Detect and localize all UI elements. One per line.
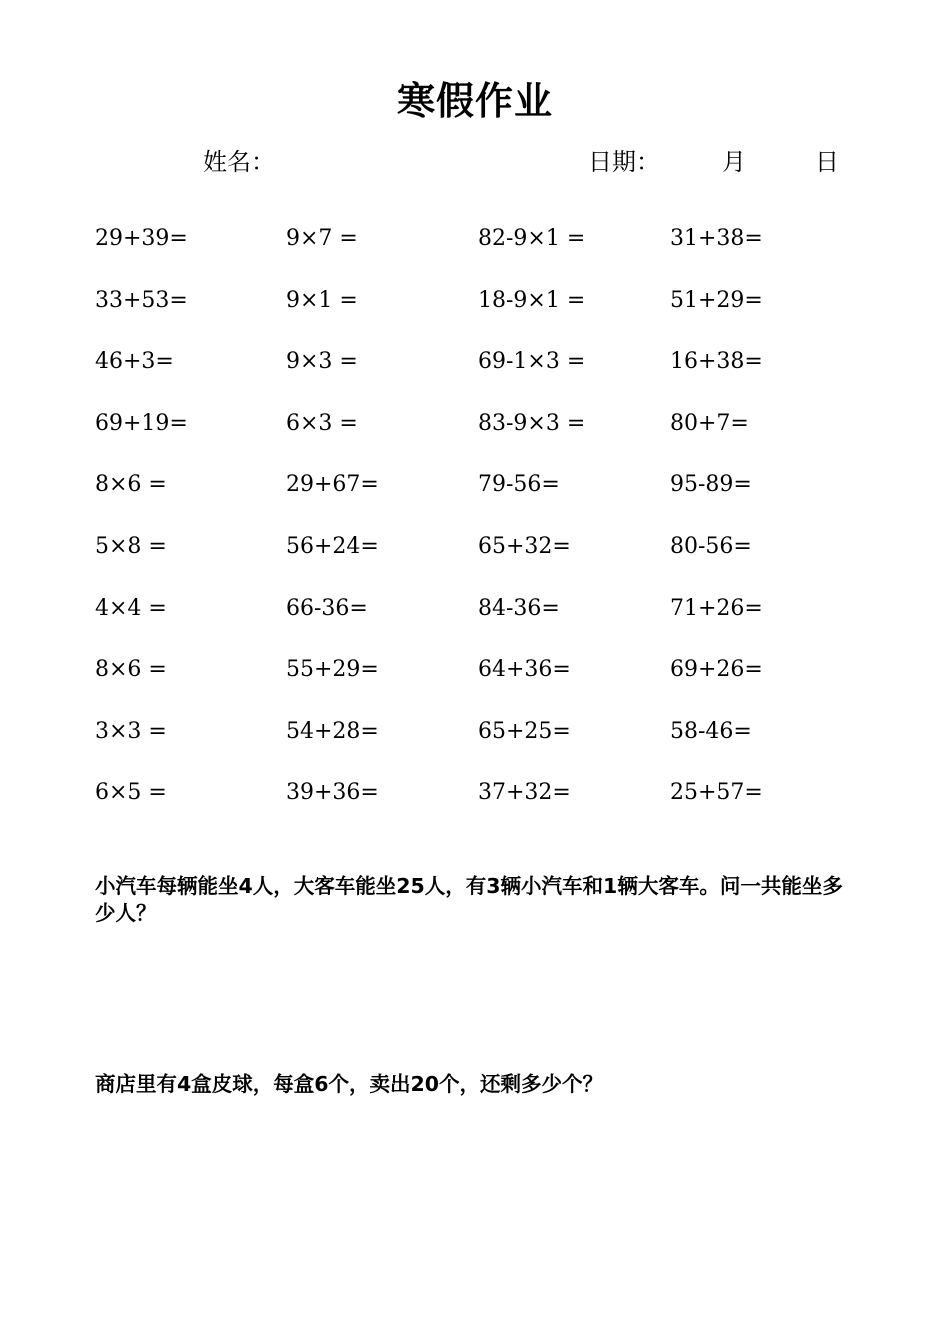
month-label: 月 bbox=[722, 148, 746, 176]
exercise: 65+25= bbox=[478, 718, 571, 744]
exercise: 58-46= bbox=[670, 718, 752, 744]
exercise: 65+32= bbox=[478, 533, 571, 559]
exercise: 82-9×1 = bbox=[478, 226, 586, 251]
exercise: 51+29= bbox=[670, 287, 763, 313]
exercise: 16+38= bbox=[670, 349, 763, 375]
exercise: 56+24= bbox=[286, 533, 379, 559]
exercise: 55+29= bbox=[286, 657, 379, 683]
page-title: 寒假作业 bbox=[396, 79, 553, 123]
exercise: 29+39= bbox=[95, 226, 188, 251]
exercise: 37+32= bbox=[478, 780, 571, 806]
exercise: 80-56= bbox=[670, 533, 752, 559]
exercise: 9×7 = bbox=[286, 226, 358, 251]
exercise: 69+26= bbox=[670, 657, 763, 683]
exercise: 6×5 = bbox=[95, 780, 167, 806]
day-label: 日 bbox=[815, 148, 839, 176]
exercise: 46+3= bbox=[95, 349, 174, 375]
exercise: 84-36= bbox=[478, 595, 560, 621]
exercise: 33+53= bbox=[95, 287, 188, 313]
exercise: 64+36= bbox=[478, 657, 571, 683]
exercise: 9×3 = bbox=[286, 349, 358, 375]
exercise: 8×6 = bbox=[95, 472, 167, 498]
exercise: 29+67= bbox=[286, 472, 379, 498]
exercise: 3×3 = bbox=[95, 718, 167, 744]
exercise: 18-9×1 = bbox=[478, 287, 586, 313]
exercise: 66-36= bbox=[286, 595, 368, 621]
exercise: 80+7= bbox=[670, 410, 749, 436]
exercise: 79-56= bbox=[478, 472, 560, 498]
name-label: 姓名： bbox=[203, 148, 275, 176]
exercise: 25+57= bbox=[670, 780, 763, 806]
exercise: 39+36= bbox=[286, 780, 379, 806]
exercise: 8×6 = bbox=[95, 657, 167, 683]
word-problem-1: 小汽车每辆能坐4人，大客车能坐25人，有3辆小汽车和1辆大客车。问一共能坐多少人？ bbox=[95, 874, 843, 925]
exercise: 95-89= bbox=[670, 472, 752, 498]
word-problem-2: 商店里有4盒皮球，每盒6个，卖出20个，还剩多少个？ bbox=[95, 1072, 604, 1096]
exercise: 83-9×3 = bbox=[478, 410, 586, 436]
exercise: 69-1×3 = bbox=[478, 349, 586, 375]
exercise: 71+26= bbox=[670, 595, 763, 621]
exercise: 54+28= bbox=[286, 718, 379, 744]
date-label: 日期： bbox=[588, 148, 660, 176]
exercise: 6×3 = bbox=[286, 410, 358, 436]
exercise: 31+38= bbox=[670, 226, 763, 251]
exercise: 5×8 = bbox=[95, 533, 167, 559]
exercise: 9×1 = bbox=[286, 287, 358, 313]
exercise: 69+19= bbox=[95, 410, 188, 436]
exercise: 4×4 = bbox=[95, 595, 167, 621]
